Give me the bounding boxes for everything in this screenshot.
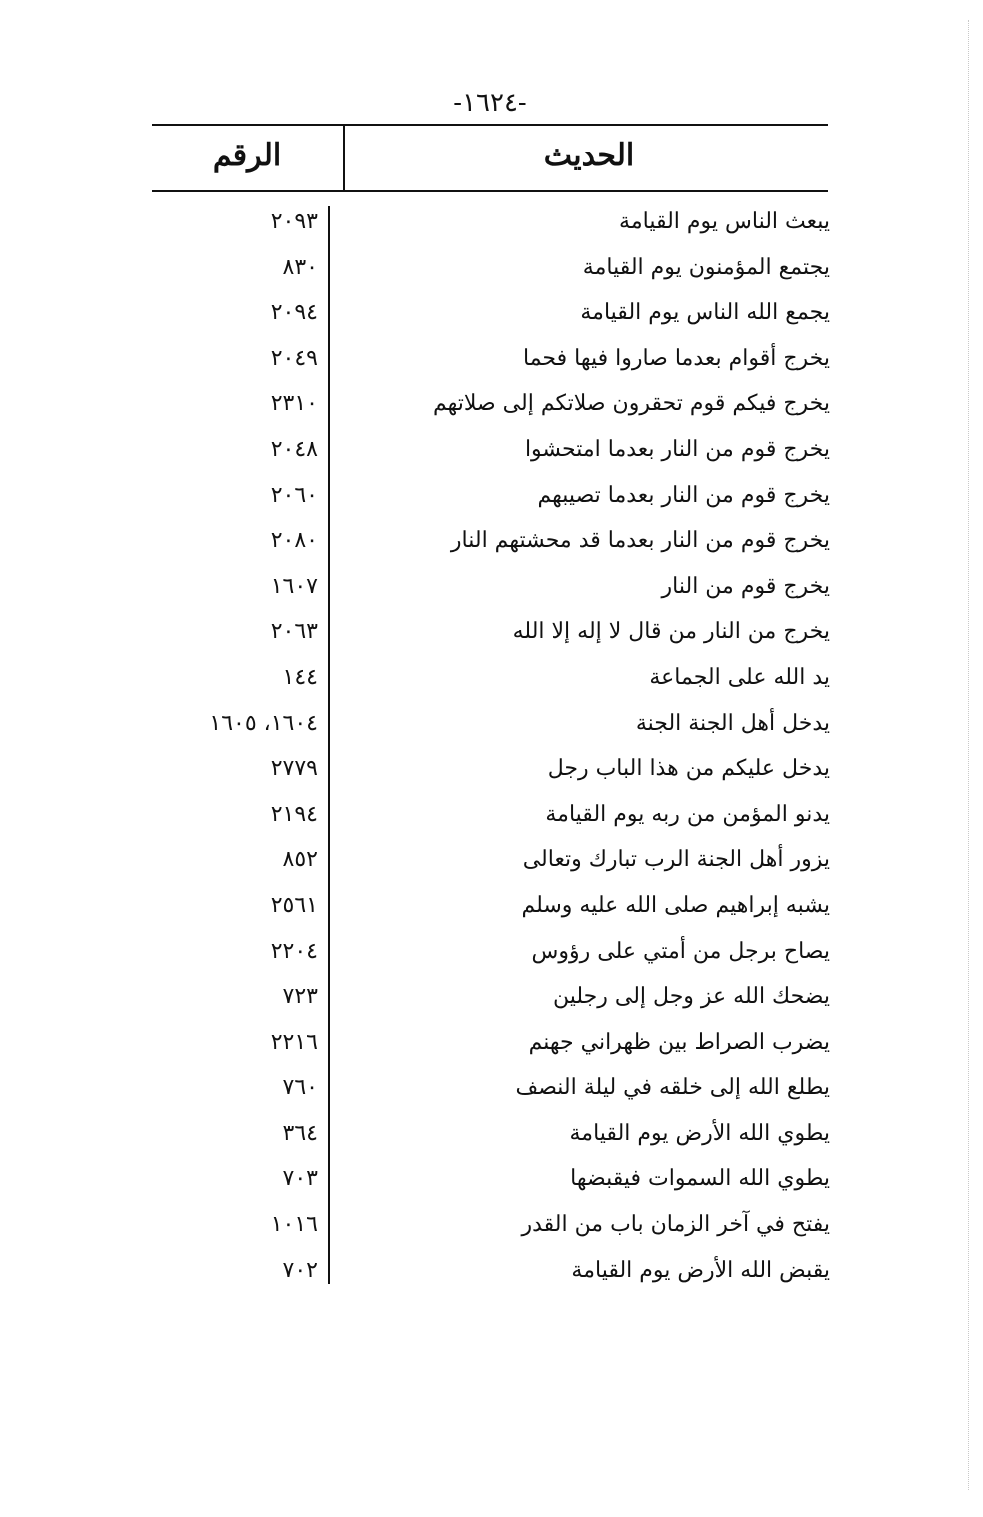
hadith-number: ١٤٤	[282, 664, 318, 690]
table-row	[150, 294, 830, 340]
hadith-number: ٢٢١٦	[270, 1029, 318, 1055]
table-row	[150, 659, 830, 705]
hadith-text: يدخل أهل الجنة الجنة	[635, 710, 830, 736]
table-top-rule	[152, 124, 828, 126]
hadith-number: ٢٥٦١	[270, 892, 318, 918]
hadith-number: ٢٠٩٤	[270, 300, 318, 326]
hadith-text: يطوي الله السموات فيقبضها	[570, 1166, 830, 1192]
hadith-text: يخرج قوم من النار	[661, 573, 830, 599]
hadith-text: يخرج قوم من النار بعدما تصيبهم	[537, 482, 830, 508]
hadith-number: ٧٠٣	[282, 1166, 318, 1192]
table-row	[150, 340, 830, 386]
hadith-number: ٢٧٧٩	[270, 756, 318, 782]
table-row	[150, 431, 830, 477]
table-row	[150, 249, 830, 295]
table-row	[150, 933, 830, 979]
hadith-text: يدنو المؤمن من ربه يوم القيامة	[545, 801, 830, 827]
table-row	[150, 1115, 830, 1161]
table-row	[150, 887, 830, 933]
hadith-number: ٨٣٠	[282, 254, 318, 280]
table-row	[150, 1206, 830, 1252]
table-row	[150, 978, 830, 1024]
hadith-number: ٢٢٠٤	[270, 938, 318, 964]
hadith-number: ١٠١٦	[270, 1212, 318, 1238]
hadith-number: ١٦٠٤، ١٦٠٥	[209, 710, 318, 736]
hadith-text: يجمع الله الناس يوم القيامة	[580, 300, 830, 326]
hadith-index-table	[150, 203, 830, 1297]
table-row	[150, 1252, 830, 1298]
hadith-text: يجتمع المؤمنون يوم القيامة	[582, 254, 830, 280]
hadith-text: يقبض الله الأرض يوم القيامة	[571, 1257, 830, 1283]
hadith-text: يفتح في آخر الزمان باب من القدر	[521, 1212, 830, 1238]
hadith-number: ٢٠٨٠	[270, 528, 318, 554]
table-row	[150, 1069, 830, 1115]
table-row	[150, 750, 830, 796]
hadith-text: يطوي الله الأرض يوم القيامة	[569, 1120, 830, 1146]
hadith-number: ٣٦٤	[282, 1120, 318, 1146]
page-edge-line	[968, 20, 969, 1490]
hadith-number: ٢٣١٠	[270, 391, 318, 417]
table-row	[150, 841, 830, 887]
table-row	[150, 705, 830, 751]
column-header-number: الرقم	[212, 138, 282, 173]
column-header-hadith: الحديث	[543, 138, 635, 173]
hadith-text: يخرج قوم من النار بعدما امتحشوا	[524, 436, 830, 462]
hadith-number: ٨٥٢	[282, 847, 318, 873]
hadith-number: ٧٠٢	[282, 1257, 318, 1283]
hadith-number: ٢٠٩٣	[270, 209, 318, 234]
hadith-text: يصاح برجل من أمتي على رؤوس	[531, 938, 830, 964]
hadith-text: يخرج قوم من النار بعدما قد محشتهم النار	[450, 528, 830, 554]
table-row	[150, 613, 830, 659]
table-row	[150, 203, 830, 249]
hadith-text: يطلع الله إلى خلقه في ليلة النصف	[515, 1075, 830, 1101]
hadith-text: يخرج من النار من قال لا إله إلا الله	[512, 619, 830, 645]
table-row	[150, 796, 830, 842]
hadith-text: يد الله على الجماعة	[649, 664, 830, 690]
hadith-number: ٢٠٤٩	[270, 345, 318, 371]
hadith-text: يخرج فيكم قوم تحقرون صلاتكم إلى صلاتهم	[432, 391, 830, 417]
hadith-text: يضرب الصراط بين ظهراني جهنم	[528, 1029, 830, 1055]
page-number: -١٦٢٤-	[453, 88, 527, 118]
header-column-divider	[343, 124, 345, 192]
hadith-number: ٢٠٤٨	[270, 436, 318, 462]
table-row	[150, 477, 830, 523]
hadith-number: ٧٦٠	[282, 1075, 318, 1101]
hadith-text: يبعث الناس يوم القيامة	[619, 209, 830, 234]
hadith-text: يزور أهل الجنة الرب تبارك وتعالى	[522, 847, 830, 873]
table-row	[150, 522, 830, 568]
hadith-number: ٢٠٦٣	[270, 619, 318, 645]
hadith-text: يشبه إبراهيم صلى الله عليه وسلم	[521, 892, 830, 918]
hadith-number: ٢٠٦٠	[270, 482, 318, 508]
hadith-text: يضحك الله عز وجل إلى رجلين	[553, 984, 830, 1010]
table-row	[150, 568, 830, 614]
hadith-number: ٢١٩٤	[270, 801, 318, 827]
hadith-number: ٧٢٣	[282, 984, 318, 1010]
hadith-number: ١٦٠٧	[270, 573, 318, 599]
table-row	[150, 1024, 830, 1070]
table-row	[150, 385, 830, 431]
table-row	[150, 1160, 830, 1206]
hadith-text: يدخل عليكم من هذا الباب رجل	[547, 756, 830, 782]
table-header-rule	[152, 190, 828, 192]
hadith-text: يخرج أقوام بعدما صاروا فيها فحما	[522, 345, 830, 371]
